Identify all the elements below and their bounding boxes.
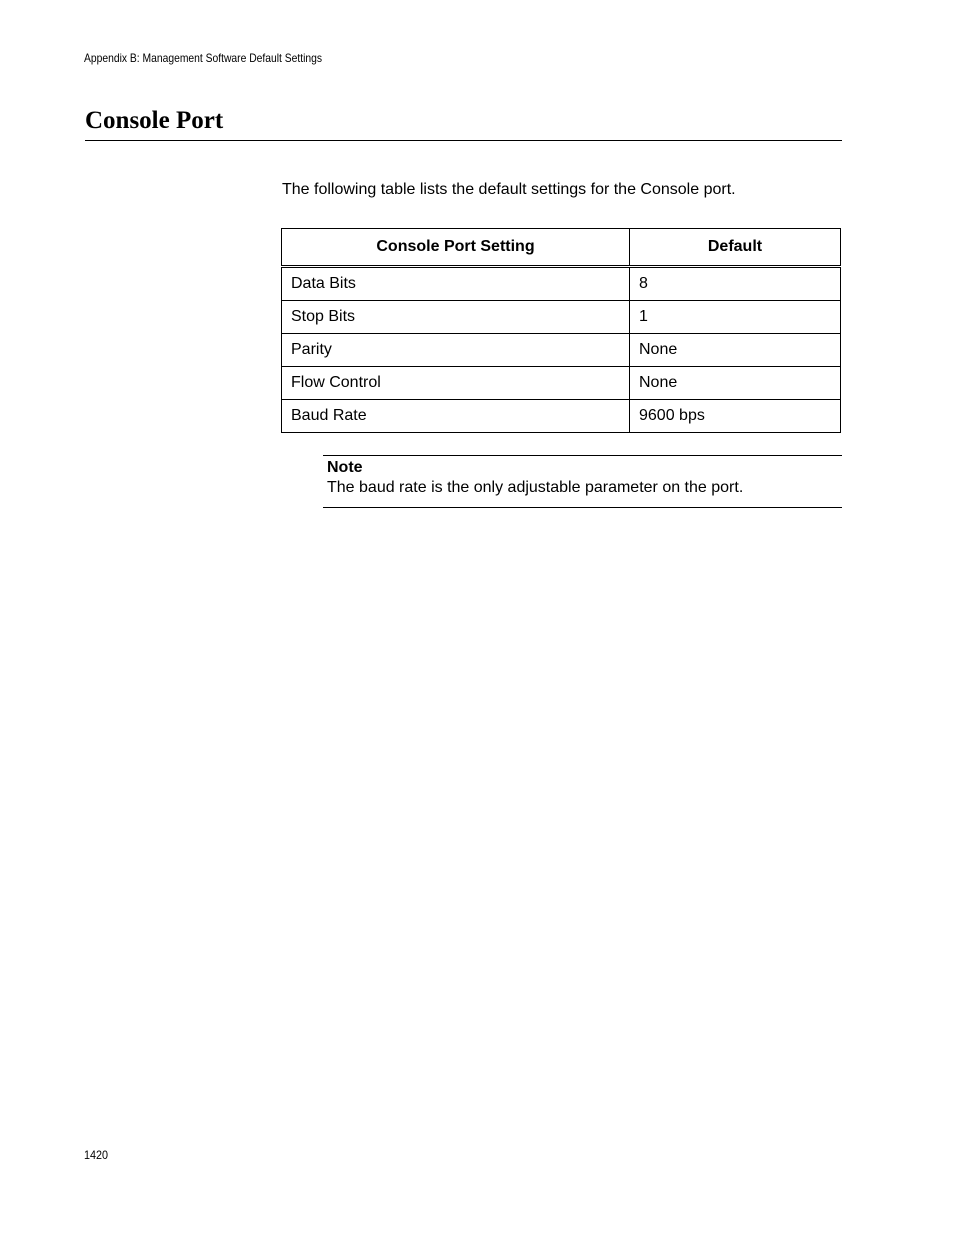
default-cell: 9600 bps (630, 400, 841, 433)
setting-cell: Flow Control (282, 367, 630, 400)
intro-paragraph: The following table lists the default settings for the Console port. (282, 181, 736, 198)
table-row (282, 301, 841, 334)
default-cell: 8 (630, 267, 841, 301)
section-title: Console Port (85, 107, 224, 134)
setting-cell: Parity (282, 334, 630, 367)
table-header-row (282, 229, 841, 267)
setting-cell: Baud Rate (282, 400, 630, 433)
page-number: 1420 (84, 1148, 109, 1162)
title-rule (85, 140, 842, 141)
setting-cell: Stop Bits (282, 301, 630, 334)
default-cell: None (630, 367, 841, 400)
console-port-settings-table (281, 228, 841, 433)
table-row (282, 367, 841, 400)
note-label: Note (327, 459, 363, 476)
table-row (282, 334, 841, 367)
column-header-default: Default (630, 229, 841, 267)
note-text: The baud rate is the only adjustable parameter on the port. (327, 479, 744, 496)
default-cell: 1 (630, 301, 841, 334)
table-row (282, 400, 841, 433)
setting-cell: Data Bits (282, 267, 630, 301)
column-header-setting: Console Port Setting (282, 229, 630, 267)
running-header: Appendix B: Management Software Default Settings (84, 51, 323, 65)
table-row (282, 267, 841, 301)
note-box (323, 455, 842, 508)
default-cell: None (630, 334, 841, 367)
